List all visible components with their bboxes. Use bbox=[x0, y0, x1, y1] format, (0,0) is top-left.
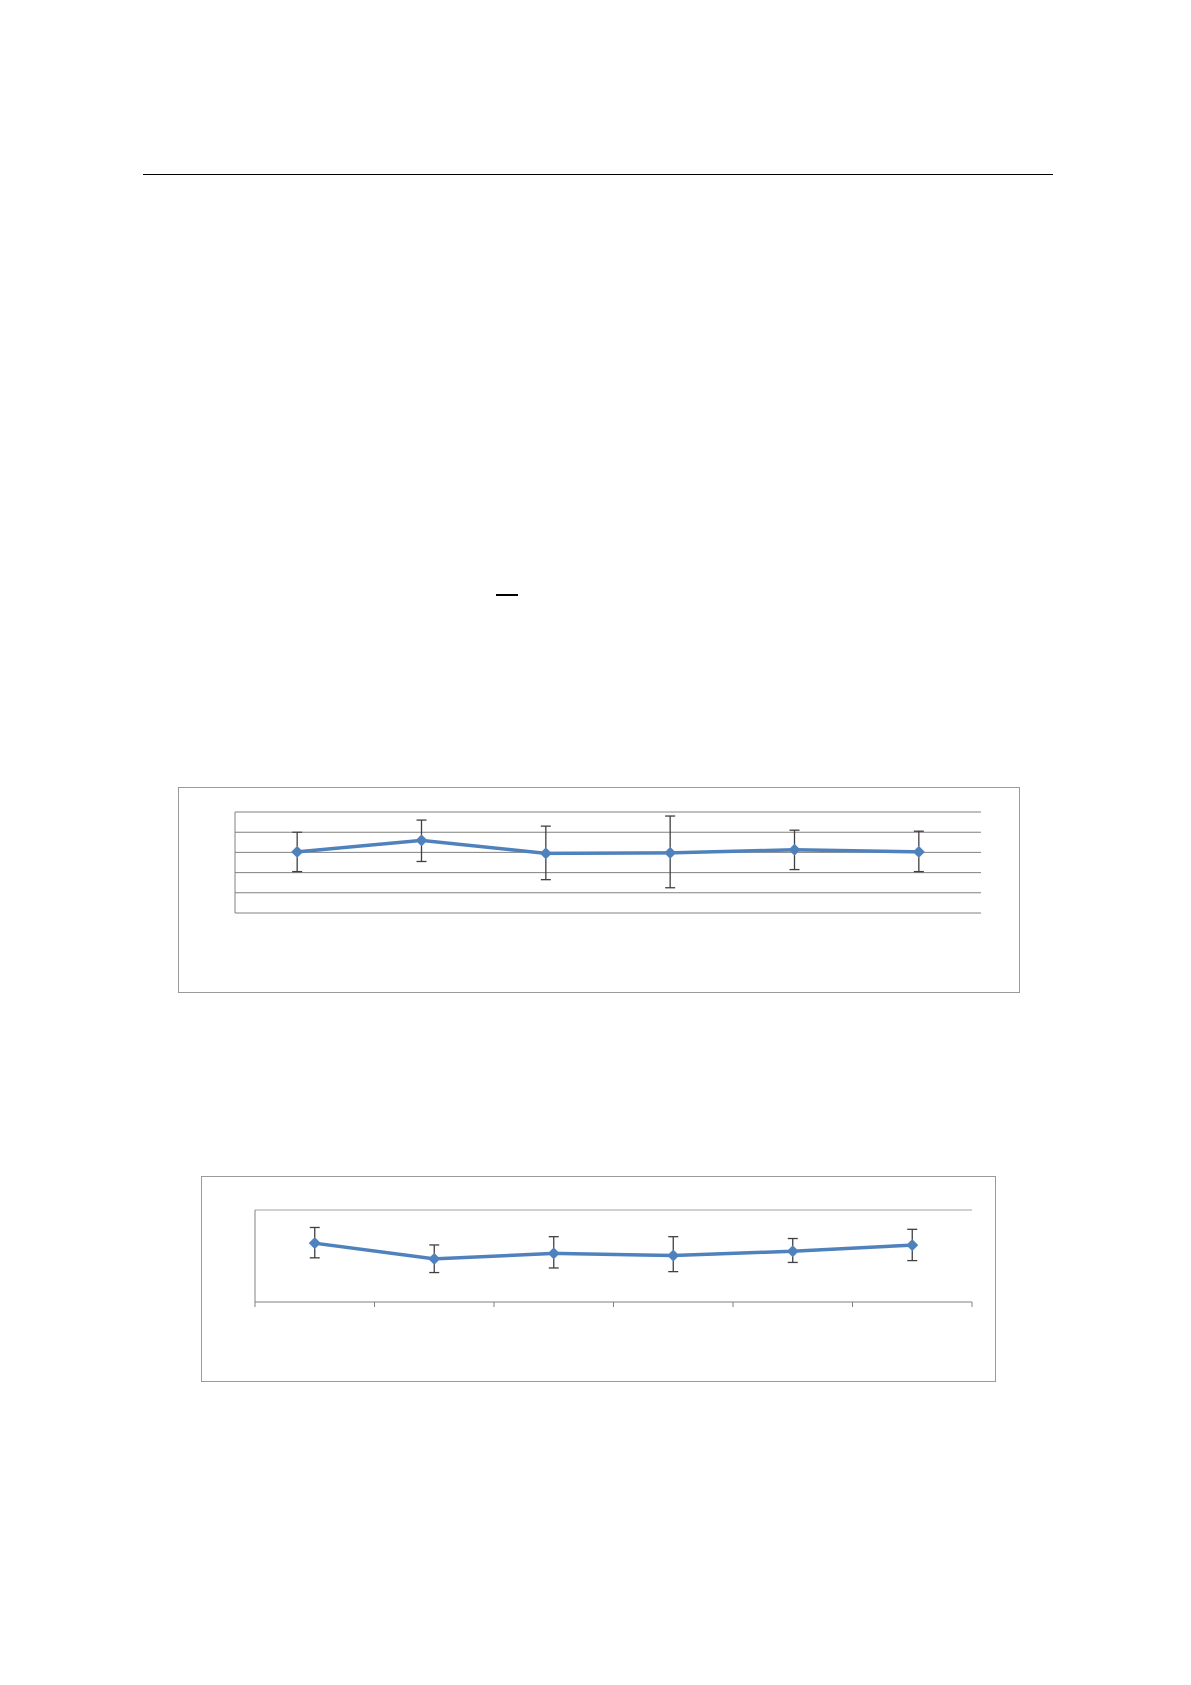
data-point bbox=[309, 1237, 321, 1249]
heart-rate-chart-svg bbox=[179, 788, 1019, 992]
data-point bbox=[906, 1239, 918, 1251]
data-point bbox=[787, 1245, 799, 1257]
page-header-rule bbox=[143, 174, 1053, 175]
data-point bbox=[667, 1250, 679, 1262]
data-point bbox=[664, 847, 676, 859]
data-point bbox=[416, 834, 428, 846]
series-line bbox=[297, 840, 919, 853]
data-point bbox=[789, 844, 801, 856]
data-point bbox=[540, 847, 552, 859]
data-point bbox=[428, 1253, 440, 1265]
mean-blood-pressure-chart bbox=[201, 1176, 996, 1382]
data-point bbox=[913, 846, 925, 858]
heart-rate-chart bbox=[178, 787, 1020, 993]
stray-mark bbox=[496, 594, 518, 596]
data-point bbox=[291, 846, 303, 858]
series-line bbox=[315, 1243, 913, 1259]
mean-blood-pressure-chart-svg bbox=[202, 1177, 995, 1381]
data-point bbox=[548, 1247, 560, 1259]
